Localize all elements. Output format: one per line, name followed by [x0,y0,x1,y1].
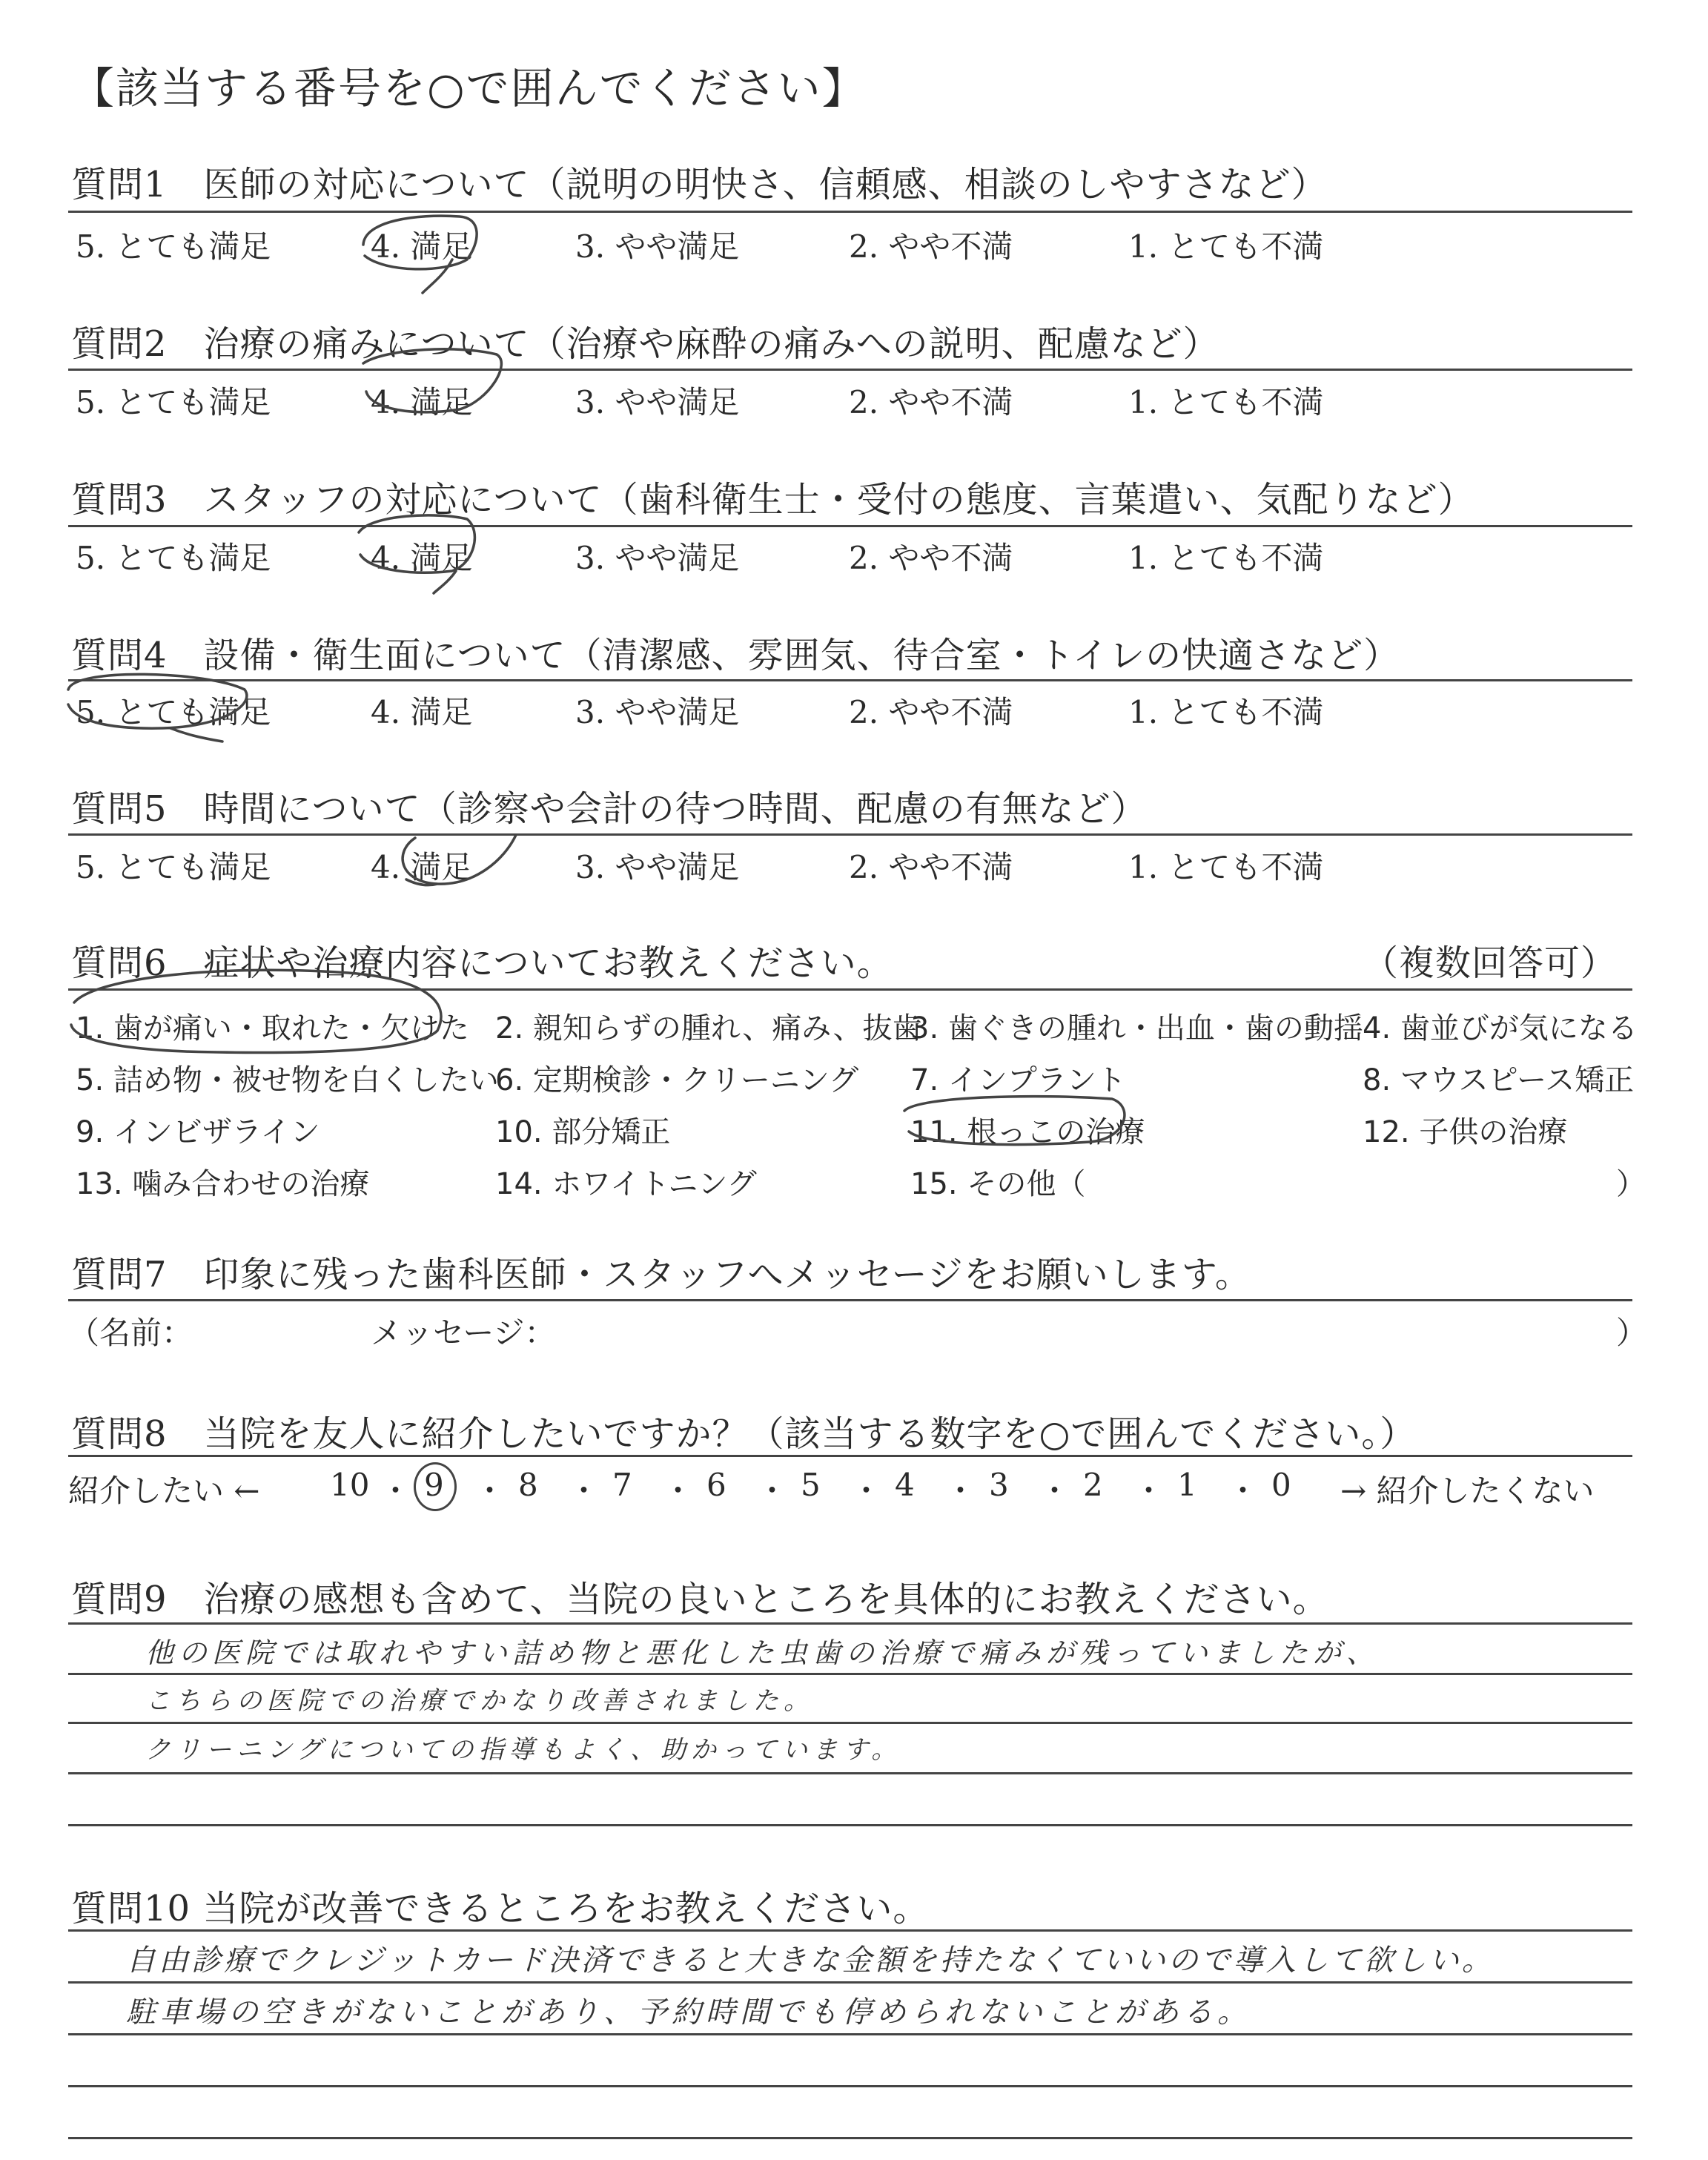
q6-item-6[interactable]: 6. 定期検診・クリーニング [495,1063,859,1097]
q3-option-5[interactable]: 5. とても満足 [76,540,271,576]
divider [68,833,1632,836]
q10-answer-line-1[interactable]: 自由診療でクレジットカード決済できると大きな金額を持たなくていいので導入して欲しい。 [126,1943,1494,1978]
divider [68,211,1632,213]
scale-value-4[interactable]: 4 [895,1467,915,1503]
divider [68,369,1632,371]
answer-line [68,2033,1632,2035]
q10-answer-line-2[interactable]: 駐車場の空きがないことがあり、予約時間でも停められないことがある。 [126,1995,1251,2029]
question-4-title: 質問4 設備・衛生面について（清潔感、雰囲気、待合室・トイレの快適さなど） [71,635,1400,676]
scale-separator-dot: ・ [850,1473,882,1509]
q5-option-5[interactable]: 5. とても満足 [76,849,271,885]
q2-option-4[interactable]: 4. 満足 [371,384,473,420]
q2-option-3[interactable]: 3. やや満足 [575,384,740,420]
question-10-title: 質問10 当院が改善できるところをお教えください。 [71,1888,930,1929]
recommend-left-label: 紹介したい ← [68,1473,260,1509]
q9-answer-line-1[interactable]: 他の医院では取れやすい詰め物と悪化した虫歯の治療で痛みが残っていましたが、 [145,1636,1380,1669]
q5-option-2[interactable]: 2. やや不満 [849,849,1013,885]
scale-separator-dot: ・ [1227,1473,1259,1509]
scale-separator-dot: ・ [662,1473,694,1509]
q1-option-4[interactable]: 4. 満足 [371,228,473,265]
q6-item-9[interactable]: 9. インビザライン [76,1115,320,1149]
q6-item-11[interactable]: 11. 根っこの治療 [910,1115,1145,1149]
scale-selection-circle [414,1462,457,1511]
q6-item-3[interactable]: 3. 歯ぐきの腫れ・出血・歯の動揺 [910,1011,1363,1046]
scale-value-10[interactable]: 10 [330,1467,370,1503]
scale-separator-dot: ・ [568,1473,600,1509]
q1-option-5[interactable]: 5. とても満足 [76,228,271,265]
q6-item-13[interactable]: 13. 噛み合わせの治療 [76,1167,370,1201]
message-close: ） [1616,1315,1648,1351]
scale-value-7[interactable]: 7 [612,1467,632,1503]
q1-option-1[interactable]: 1. とても不満 [1128,228,1324,265]
q6-item-15[interactable]: 15. その他（ [910,1167,1086,1201]
answer-line [68,1772,1632,1774]
q6-item-14[interactable]: 14. ホワイトニング [495,1167,757,1201]
q6-item-8[interactable]: 8. マウスピース矯正 [1363,1063,1635,1097]
q5-option-1[interactable]: 1. とても不満 [1128,849,1324,885]
scale-value-6[interactable]: 6 [706,1467,726,1503]
divider [68,1929,1632,1932]
answer-line [68,1722,1632,1724]
q4-option-4[interactable]: 4. 満足 [371,694,473,730]
divider [68,1299,1632,1301]
question-1-title: 質問1 医師の対応について（説明の明快さ、信頼感、相談のしやすさなど） [71,164,1328,205]
question-8-title: 質問8 当院を友人に紹介したいですか？（該当する数字を○で囲んでください。） [71,1413,1417,1455]
scale-value-9[interactable]: 9 [424,1467,444,1503]
q9-answer-line-3[interactable]: クリーニングについての指導もよく、助かっています。 [145,1735,902,1765]
question-6-title: 質問6 症状や治療内容についてお教えください。 [71,942,893,984]
question-2-title: 質問2 治療の痛みについて（治療や麻酔の痛みへの説明、配慮など） [71,323,1219,365]
answer-line [68,2085,1632,2087]
scale-value-3[interactable]: 3 [989,1467,1009,1503]
scale-separator-dot: ・ [474,1473,506,1509]
message-label: メッセージ： [371,1315,556,1351]
q2-option-1[interactable]: 1. とても不満 [1128,384,1324,420]
question-3-title: 質問3 スタッフの対応について（歯科衛生士・受付の態度、言葉遣い、気配りなど） [71,479,1474,521]
q6-item-10[interactable]: 10. 部分矯正 [495,1115,671,1149]
page-title: 【該当する番号を○で囲んでください】 [71,63,867,113]
q6-item-1[interactable]: 1. 歯が痛い・取れた・欠けた [76,1011,469,1046]
q4-option-5[interactable]: 5. とても満足 [76,694,271,730]
name-label: （名前： [68,1315,193,1351]
scale-value-8[interactable]: 8 [518,1467,538,1503]
q1-option-3[interactable]: 3. やや満足 [575,228,740,265]
answer-line [68,1673,1632,1675]
question-9-title: 質問9 治療の感想も含めて、当院の良いところを具体的にお教えください。 [71,1579,1329,1620]
q3-option-4[interactable]: 4. 満足 [371,540,473,576]
q6-item-2[interactable]: 2. 親知らずの腫れ、痛み、抜歯 [495,1011,922,1046]
question-5-title: 質問5 時間について（診察や会計の待つ時間、配慮の有無など） [71,788,1148,830]
scale-separator-dot: ・ [1039,1473,1070,1509]
recommend-right-label: → 紹介したくない [1340,1473,1595,1509]
multiple-answer-note: （複数回答可） [1363,942,1618,984]
scale-separator-dot: ・ [756,1473,788,1509]
answer-line [68,1824,1632,1826]
q2-option-2[interactable]: 2. やや不満 [849,384,1013,420]
question-7-title: 質問7 印象に残った歯科医師・スタッフへメッセージをお願いします。 [71,1254,1251,1295]
q4-option-1[interactable]: 1. とても不満 [1128,694,1324,730]
answer-line [68,1981,1632,1984]
q3-option-3[interactable]: 3. やや満足 [575,540,740,576]
scale-value-5[interactable]: 5 [801,1467,821,1503]
q9-answer-line-2[interactable]: こちらの医院での治療でかなり改善されました。 [145,1686,814,1716]
scale-separator-dot: ・ [1133,1473,1165,1509]
q6-item-4[interactable]: 4. 歯並びが気になる [1363,1011,1638,1046]
q6-item-5[interactable]: 5. 詰め物・被せ物を白くしたい [76,1063,499,1097]
answer-line [68,2137,1632,2139]
q1-option-2[interactable]: 2. やや不満 [849,228,1013,265]
divider [68,1455,1632,1457]
divider [68,1622,1632,1625]
scale-value-0[interactable]: 0 [1271,1467,1291,1503]
divider [68,679,1632,681]
q4-option-2[interactable]: 2. やや不満 [849,694,1013,730]
scale-value-2[interactable]: 2 [1083,1467,1103,1503]
q2-option-5[interactable]: 5. とても満足 [76,384,271,420]
divider [68,988,1632,991]
q3-option-2[interactable]: 2. やや不満 [849,540,1013,576]
q6-item-15-close: ） [1616,1167,1646,1201]
q5-option-3[interactable]: 3. やや満足 [575,849,740,885]
q3-option-1[interactable]: 1. とても不満 [1128,540,1324,576]
scale-separator-dot: ・ [380,1473,411,1509]
q6-item-12[interactable]: 12. 子供の治療 [1363,1115,1568,1149]
q4-option-3[interactable]: 3. やや満足 [575,694,740,730]
scale-value-1[interactable]: 1 [1177,1467,1197,1503]
q6-item-7[interactable]: 7. インプラント [910,1063,1126,1097]
divider [68,525,1632,527]
q5-option-4[interactable]: 4. 満足 [371,849,473,885]
scale-separator-dot: ・ [944,1473,976,1509]
